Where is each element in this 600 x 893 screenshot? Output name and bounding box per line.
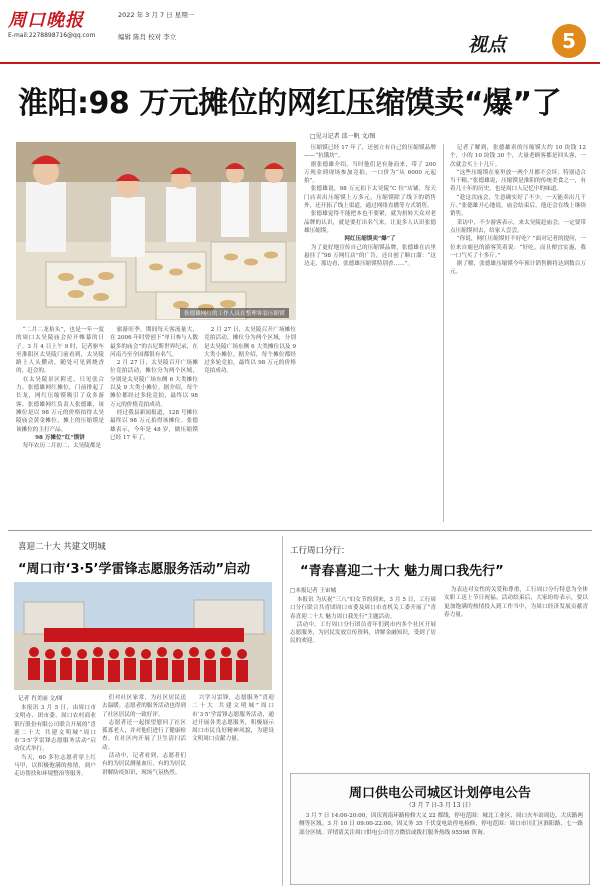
main-headline: 淮阳:98 万元摊位的网红压缩馍卖“爆”了 <box>18 86 562 121</box>
main-article-column-2 <box>110 326 198 522</box>
main-article-column-4 <box>450 144 586 522</box>
section-a-column-1 <box>14 704 96 886</box>
section-b-column-2 <box>444 586 588 766</box>
main-byline: □见习记者 邱一帆 文/图 <box>310 133 376 140</box>
paragraph: “这些压缩馍在家里放一两个月都不会坏，特别适合当干粮。”张德雄说，压缩馍是淮阳的传统美食之一，有着几十年的历史，也是周口人记忆中的味道。 <box>450 169 586 193</box>
masthead-email: E-mail:2278898716@qq.com <box>8 32 96 39</box>
paragraph: 3 月 7 日 14:00-20:00，因庆霄南环路检修大义 22 都线，停电范围：城北工业区、周口火车站周边、大庆路两侧等区域。3 月 10 日 09:00-22:00，因义务 35 千伏变电站停电检修，停电范围：周口市川汇区淮阳路、七一路部分区域。详情请关注周口供电公司官方微信或拨打服务热线 95598 咨询。 <box>299 813 583 836</box>
paragraph: 经过我县新闻报道，128 号摊位最终以 98 万元拍得该摊位。张德雄表示，今年是 48 岁，做压缩馍已经 17 年了。 <box>110 409 198 441</box>
main-article-column-2b <box>204 326 296 522</box>
paragraph: 为表达对女性的关爱和尊重，工行周口分行特意为全体女职工送上节日祝福。活动结束后，大家纷纷表示，要以更加饱满的热情投入到工作当中，为周口经济发展贡献青春力量。 <box>444 587 588 618</box>
main-article-column-1 <box>16 326 104 522</box>
paragraph: 记者了解到，张德雄卖的压缩馍大约 10 块钱 12 个，小的 10 块钱 30 个，大量老顾客都是回头客，一次就会买上十几斤。 <box>450 145 586 168</box>
notice-body <box>299 812 583 882</box>
volunteer-group-photo-illustration <box>14 582 272 690</box>
paragraph: “二月二龙抬头”，也是一年一度的周口太昊陵庙会拉开帷幕的日子。3 月 4 日上午 9 时，记者驱车至淮阳区太昊陵门前看到，太昊陵路上人头攒动，随处可见到烧香的、赶会的。 <box>16 327 104 375</box>
notice-title: 周口供电公司城区计划停电公告 <box>348 786 531 801</box>
column-divider <box>443 144 444 522</box>
paragraph: 每年农历二月初二，太昊陵都是 <box>22 443 102 450</box>
paragraph: 本报讯 3 月 5 日，由周口市文明办、团市委、周口农村商业银行股份有限公司联合开展的“喜迎二十大 共建文明城”周口市‘3·5’学雷锋志愿服务活动”启动仪式举行。 <box>14 705 96 753</box>
section-a-title: “周口市‘3·5’学雷锋志愿服务活动”启动 <box>18 562 250 577</box>
issue-date: 2022 年 3 月 7 日 星期一 <box>118 11 195 19</box>
paragraph: 据了解，张德雄压缩馍今年预计销售额将达到数百万元。 <box>450 261 586 276</box>
section-b-title: “青春喜迎二十大 魅力周口我先行” <box>300 564 504 579</box>
paragraph: 张德雄觉得不能把本也不要紧，就为扭转大众对老品牌的认识，就是要打出名气来，让更多人认识张德雄压缩馍。 <box>304 211 436 234</box>
main-article-column-3 <box>304 144 436 522</box>
section-a-column-3 <box>192 694 274 886</box>
paragraph: 为了更好地宣传自己的压缩馍品牌，张德雄在店里悬挂了“98 万网红店”的广告，还自创了顺口溜：“这边走，那边看，张德雄压缩馍特别香……”。 <box>304 244 436 268</box>
paragraph: 旅游旺季，期间每天客流量大，在 2006 年时曾创下“单日参与人数最多的庙会”的吉尼斯世界纪录，在河南乃至全国都很有名气。 <box>110 327 198 358</box>
header-rule <box>0 62 600 64</box>
notice-dates: （3 月 7 日-3 月 13 日） <box>405 802 475 809</box>
paragraph: “你说，网红压缩馍好不好吃？”面对记者的提问，一位来自鹿邑的游客笑着说：“好吃，而且便宜实惠，我一口气买了十多斤。” <box>450 236 586 259</box>
newspaper-logo: 周口晚报 <box>8 10 84 31</box>
article-subheading: 98 万摊位“红”馍饼 <box>35 434 85 441</box>
photo-caption: 张德雄网红的工作人员在整理客装压缩馍 <box>180 308 289 318</box>
section-divider <box>8 530 592 531</box>
paragraph: 兴学习雷锋，志愿服务“喜迎二十大 共建文明城”周口市‘3·5’学雷锋志愿服务活动，通过开展各类志愿服务，积极展示周口市民良好精神风貌，为建设文明周口贡献力量。 <box>192 695 274 743</box>
page-number-badge: 5 <box>552 24 586 58</box>
paragraph: 据张德雄介绍，当时他们是有备而来，带了 200 万现金到现场参加竞拍，一口价为“从 6000 元起拍”。 <box>304 161 436 185</box>
article-photo <box>16 142 296 320</box>
paragraph: 活动中，记者看到，志愿者们有的为居民测量血压，有的为居民讲解防疫知识，现场气氛热烈。 <box>102 753 186 776</box>
section-name: 视点 <box>468 34 507 56</box>
editor-line: 编辑 陈肖 校对 李立 <box>118 33 177 41</box>
paragraph: 志愿者还一起探望慰问了社区孤寡老人，并对他们进行了健康检查，在社区内开展了卫生清扫活动。 <box>102 719 186 751</box>
paragraph: 采访中，不少游客表示，来太昊陵赶庙会，一定要带点压缩馍回去，给家人尝尝。 <box>450 219 586 234</box>
market-stall-photo-illustration <box>16 142 296 320</box>
paragraph: 们对社区家常，为社区居民送去温暖。志愿者的服务活动也得到了社区居民的一致好评。 <box>102 695 186 718</box>
section-a-kicker: 喜迎二十大 共建文明城 <box>18 542 106 552</box>
paragraph: 本报讯 为庆祝“三八”妇女节的到来，3 月 5 日，工行周口分行联合共青团周口市委及周口市直机关工委开展了“青春喜迎二十大 魅力周口我先行”主题活动。 <box>290 597 436 620</box>
paragraph: 在太昊陵景区附近，只见张合力、张德雄网红摊位，门前排起了长龙，网红压缩馍吸引了众多游客。张德雄网红负责人张德雄，该摊位是以 98 万元的价格拍得太昊陵庙会黄金摊位，摊上的压缩馍是该摊位的主打产品。 <box>16 376 104 433</box>
article-subheading: 网红压缩馍卖“爆”了 <box>344 236 396 243</box>
paragraph: 压缩馍已经 17 年了，还创立有自己的压缩馍品牌——“抗饿坊”。 <box>304 145 436 160</box>
power-outage-notice <box>290 773 590 885</box>
paragraph: 活动中，工行周口分行团员青年们到市内多个社区开展志愿服务，为居民发放宣传资料，讲解金融知识，受到了居民的欢迎。 <box>290 621 436 645</box>
section-b-column-1 <box>290 596 436 766</box>
paragraph: 2 月 27 日，太昊陵召开广场摊位竞拍活动，摊位分为两个区域，分别是太昊陵广场东侧 6 大类摊位以及 9 大类小摊位。据介绍，每个摊位都经过多轮竞拍，最终以 98 万元的价格竞拍成功。 <box>204 327 296 375</box>
paragraph: 张德雄说，98 万元拍下太昊陵“C 位”店铺，每天门店卖出压缩馍上万多元，压缩馍除了线下的销售外，还开拓了线上渠道，通过网络直播等方式销售。 <box>304 186 436 210</box>
section-b-byline: □本报记者 王宙城 <box>290 588 337 594</box>
paragraph: 当天，60 多位志愿者穿上红马甲，以积极饱满的热情，到户走访帮扶和环境整治等服务。 <box>14 754 96 778</box>
section-a-photo <box>14 582 272 690</box>
paragraph: 2 月 27 日，太昊陵召开广场摊位竞拍活动，摊位分为两个区域，分别是太昊陵广场东侧 6 大类摊位以及 9 大类小摊位。据介绍，每个摊位都经过多轮竞拍，最终以 98 万元的价格竞拍成功。 <box>110 360 198 408</box>
section-b-kicker: 工行周口分行： <box>290 546 350 556</box>
section-a-column-2 <box>102 694 186 886</box>
section-a-byline: 记者 肖美丽 文/图 <box>18 696 63 702</box>
paragraph: “趁这次庙会，生意确实好了不少，一天能卖出几千斤。”张德雄开心地说，庙会结束后，他还会在线上继续销售。 <box>450 194 586 218</box>
column-divider <box>282 536 283 886</box>
